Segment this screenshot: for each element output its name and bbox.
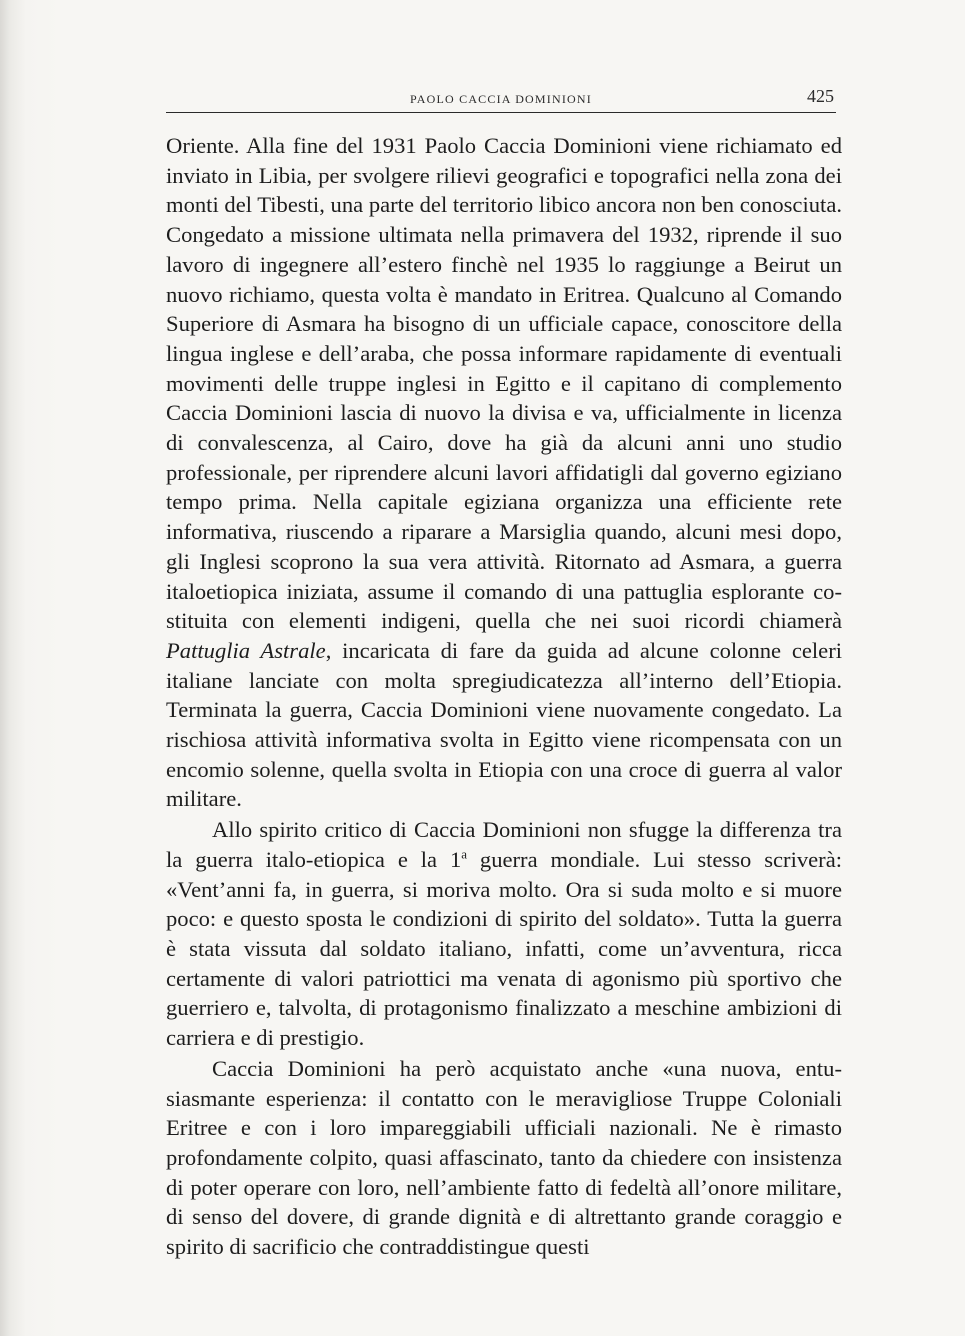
paragraph-2 <box>166 815 842 1053</box>
paragraph-3 <box>166 1054 842 1262</box>
body-text <box>166 131 842 1262</box>
running-header <box>166 86 836 113</box>
paragraph-3-text: Caccia Dominioni ha però acquistato anche «una nuova, entusiasmante esperienza: il contatto con le meravigliose Truppe Coloniali Eritree e con i loro impareggiabili ufficiali nazionali. Ne è rimasto profondamente colpito, quasi affascinato, tanto da chiedere con insistenza di poter operare con loro, nell’ambiente fatto di fedeltà all’onore militare, di senso del dovere, di grande dignità e di altrettanto grande coraggio e spirito di sacrificio che contraddistingue questi <box>166 1055 842 1260</box>
running-title: PAOLO CACCIA DOMINIONI <box>410 92 592 106</box>
pattuglia-astrale-italic: Pattuglia Astrale <box>166 637 326 663</box>
paragraph-1 <box>166 131 842 814</box>
paragraph-2-text-b: guerra mondiale. Lui stesso scriverà: «Vent’anni fa, in guerra, si moriva molto. Ora si suda molto e si muore poco: e questo sposta le condizioni di spirito del soldato». Tutta la guerra è stata vissuta dal soldato italiano, infatti, come un’avventura, ricca certamente di valori patriottici ma venata di agonismo più sportivo che guerriero e, talvolta, di protagonismo finalizzato a meschine ambizioni di carriera e di prestigio. <box>166 846 842 1051</box>
page-number: 425 <box>807 86 834 106</box>
paragraph-1-text-a: Oriente. Alla fine del 1931 Paolo Caccia Dominioni viene richiamato ed inviato in Libia, per svolgere rilievi geografici e topografici nella zona dei monti del Tibesti, una parte del territorio libico ancora non ben conosciuta. Congedato a missione ultimata nella primavera del 1932, riprende il suo lavoro di ingegnere all’estero finchè nel 1935 lo raggiunge a Beirut un nuovo richiamo, questa volta è mandato in Eritrea. Qualcuno al Comando Superiore di Asmara ha bisogno di un ufficiale capace, conoscitore della lingua inglese e dell’araba, che possa informare rapidamente di eventuali movimenti delle truppe inglesi in Egitto e il capitano di complemento Caccia Dominioni lascia di nuovo la divisa e va, ufficialmente in licenza di convalescenza, al Cairo, dove ha già da alcuni anni uno studio professionale, per riprendere alcuni lavori affidatigli dal governo egiziano tempo prima. Nella capitale egiziana organizza una efficiente rete informativa, riuscendo a riparare a Marsiglia quando, alcuni mesi dopo, gli Inglesi scoprono la sua vera attività. Ritornato ad Asmara, a guerra italoetiopica iniziata, assume il comando di una pattuglia esplorante costituita con elementi indigeni, quella che nei suoi ricordi chiamerà <box>166 133 842 634</box>
ordinal-superscript: a <box>461 846 468 862</box>
paragraph-2-text-a: Allo spirito critico di Caccia Dominioni non sfugge la differenza tra la guerra italo-etiopica e la 1 <box>166 817 842 872</box>
paragraph-1-text-b: , incaricata di fare da guida ad alcune colonne celeri italiane lanciate con molta spregiudicatezza all’interno dell’Etiopia. Terminata la guerra, Caccia Dominioni viene nuovamente congedato. La rischiosa attività informativa svolta in Egitto viene ricompensata con un encomio solenne, quella svolta in Etiopia con una croce di guerra al valor militare. <box>166 637 842 812</box>
